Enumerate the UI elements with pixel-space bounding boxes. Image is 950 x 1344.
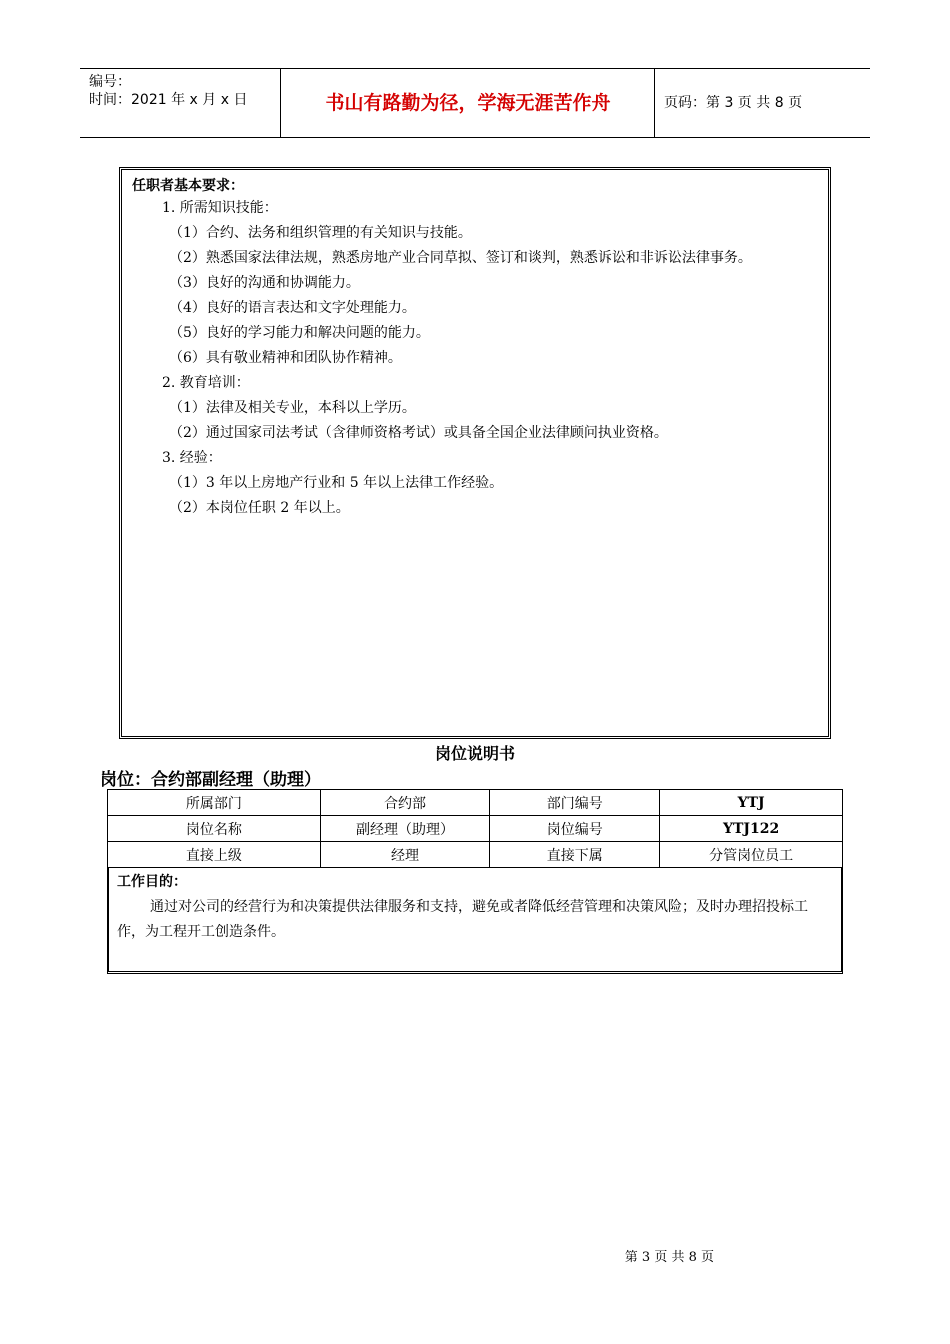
table-cell: 所属部门: [108, 790, 321, 816]
table-row: [108, 790, 843, 816]
requirement-line: （1）合约、法务和组织管理的有关知识与技能。: [169, 225, 472, 241]
work-purpose-text: 通过对公司的经营行为和决策提供法律服务和支持，避免或者降低经营管理和决策风险；及时办理招投标工作，为工程开工创造条件。: [117, 899, 808, 940]
table-cell: 分管岗位员工: [660, 842, 843, 868]
time-label: 时间：2021 年 x 月 x 日: [89, 92, 248, 108]
table-cell: YTJ: [660, 790, 843, 816]
requirement-line: （1）法律及相关专业，本科以上学历。: [169, 400, 416, 416]
requirement-line: （1）3 年以上房地产行业和 5 年以上法律工作经验。: [169, 475, 504, 491]
page-footer: 第 3 页 共 8 页: [624, 1250, 714, 1265]
requirement-line: （4）良好的语言表达和文字处理能力。: [169, 300, 416, 316]
document-title: 岗位说明书: [434, 744, 515, 763]
page-header: [80, 68, 870, 138]
table-cell: 副经理（助理）: [320, 816, 490, 842]
requirement-line: （2）本岗位任职 2 年以上。: [169, 500, 350, 516]
requirement-line: 2. 教育培训：: [162, 375, 250, 391]
requirements-box: [119, 167, 831, 739]
requirement-line: （5）良好的学习能力和解决问题的能力。: [169, 325, 430, 341]
work-purpose-box: [107, 867, 843, 974]
header-meta: [80, 69, 281, 137]
requirement-line: （3）良好的沟通和协调能力。: [169, 275, 360, 291]
requirement-line: （2）通过国家司法考试（含律师资格考试）或具备全国企业法律顾问执业资格。: [169, 425, 668, 441]
header-page-label: 页码：第 3 页 共 8 页: [664, 95, 803, 111]
requirement-line: 3. 经验：: [162, 450, 222, 466]
table-cell: 直接上级: [108, 842, 321, 868]
number-label: 编号：: [89, 74, 131, 90]
table-cell: 合约部: [320, 790, 490, 816]
requirement-line: （2）熟悉国家法律法规，熟悉房地产业合同草拟、签订和谈判，熟悉诉讼和非诉讼法律事务。: [169, 250, 752, 266]
header-motto: 书山有路勤为径，学海无涯苦作舟: [282, 69, 655, 137]
requirement-line: 1. 所需知识技能：: [162, 200, 278, 216]
requirement-line: （6）具有敬业精神和团队协作精神。: [169, 350, 402, 366]
table-cell: 岗位编号: [490, 816, 660, 842]
table-row: [108, 842, 843, 868]
table-cell: YTJ122: [660, 816, 843, 842]
position-info-table: [107, 789, 843, 868]
work-purpose-title: 工作目的：: [117, 874, 187, 890]
table-row: [108, 816, 843, 842]
table-cell: 经理: [320, 842, 490, 868]
requirements-title: 任职者基本要求：: [132, 178, 244, 194]
table-cell: 部门编号: [490, 790, 660, 816]
position-title: 岗位：合约部副经理（助理）: [100, 770, 321, 790]
table-cell: 直接下属: [490, 842, 660, 868]
table-cell: 岗位名称: [108, 816, 321, 842]
